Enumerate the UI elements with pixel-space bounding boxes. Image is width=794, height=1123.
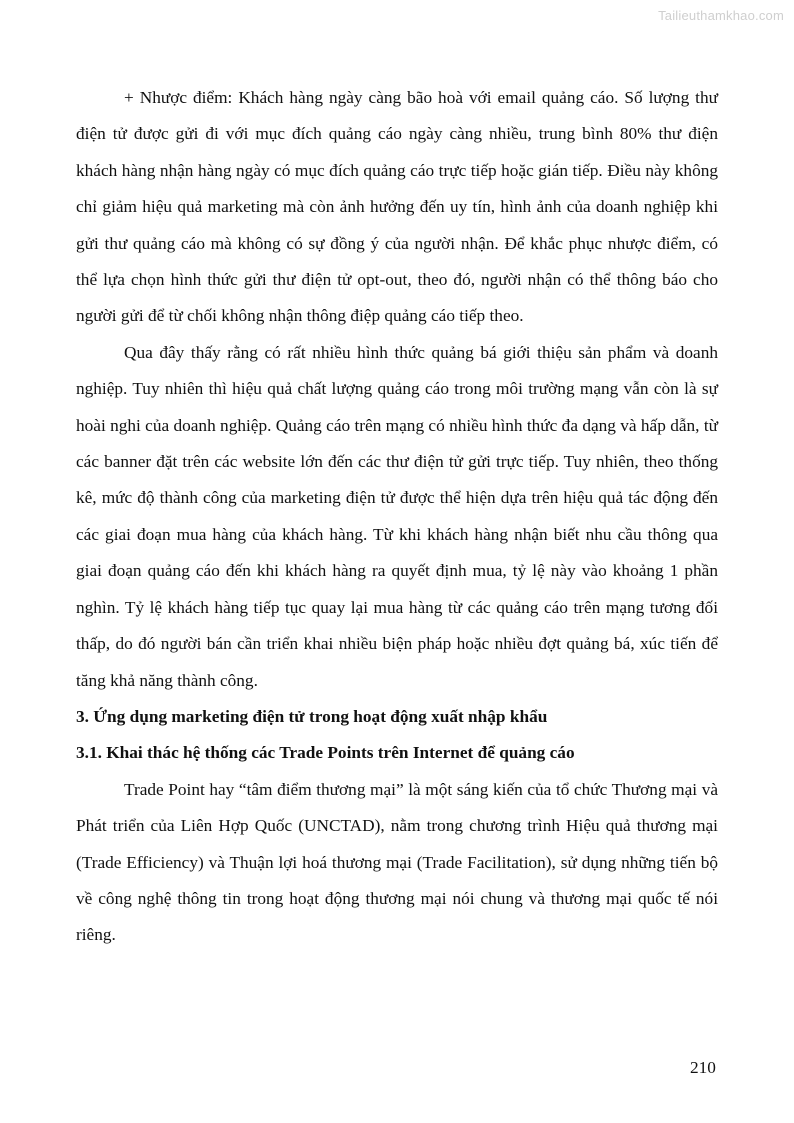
paragraph-trade-point: Trade Point hay “tâm điểm thương mại” là một sáng kiến của tổ chức Thương mại và Phát triển của Liên Hợp Quốc (UNCTAD), nằm trong chương trình Hiệu quả thương mại (Trade Efficiency) và Thuận lợi hoá thương mại (Trade Facilitation), sử dụng những tiến bộ về công nghệ thông tin trong hoạt động thương mại nói chung và thương mại quốc tế nói riêng. bbox=[76, 779, 718, 945]
subsection-heading: 3.1. Khai thác hệ thống các Trade Points trên Internet để quảng cáo bbox=[76, 743, 575, 763]
paragraph-conclusion: Qua đây thấy rằng có rất nhiều hình thức quảng bá giới thiệu sản phẩm và doanh nghiệp. Tuy nhiên thì hiệu quả chất lượng quảng cáo trong môi trường mạng vẫn còn là sự hoài nghi của doanh nghiệp. Quảng cáo trên mạng có nhiều hình thức đa dạng và hấp dẫn, từ các banner đặt trên các website lớn đến các thư điện tử gửi trực tiếp. Tuy nhiên, theo thống kê, mức độ thành công của marketing điện tử được thể hiện dựa trên hiệu quả tác động đến các giai đoạn mua hàng của khách hàng. Từ khi khách hàng nhận biết nhu cầu thông qua giai đoạn quảng cáo đến khi khách hàng ra quyết định mua, tỷ lệ này vào khoảng 1 phần nghìn. Tỷ lệ khách hàng tiếp tục quay lại mua hàng từ các quảng cáo trên mạng tương đối thấp, do đó người bán cần triển khai nhiều biện pháp hoặc nhiều đợt quảng bá, xúc tiến để tăng khả năng thành công. bbox=[76, 342, 718, 690]
paragraph-disadvantages: + Nhược điểm: Khách hàng ngày càng bão hoà với email quảng cáo. Số lượng thư điện tử được gửi đi với mục đích quảng cáo ngày càng nhiều, trung bình 80% thư điện khách hàng nhận hàng ngày có mục đích quảng cáo trực tiếp hoặc gián tiếp. Điều này không chỉ giảm hiệu quả marketing mà còn ảnh hưởng đến uy tín, hình ảnh của doanh nghiệp khi gửi thư quảng cáo mà không có sự đồng ý của người nhận. Để khắc phục nhược điểm, có thể lựa chọn hình thức gửi thư điện tử opt-out, theo đó, người nhận có thể thông báo cho người gửi để từ chối không nhận thông điệp quảng cáo tiếp theo. bbox=[76, 88, 718, 326]
watermark: Tailieuthamkhao.com bbox=[658, 8, 784, 23]
page-number: 210 bbox=[690, 1058, 716, 1077]
document-body bbox=[76, 80, 718, 954]
section-heading: 3. Ứng dụng marketing điện tử trong hoạt động xuất nhập khẩu bbox=[76, 706, 548, 726]
